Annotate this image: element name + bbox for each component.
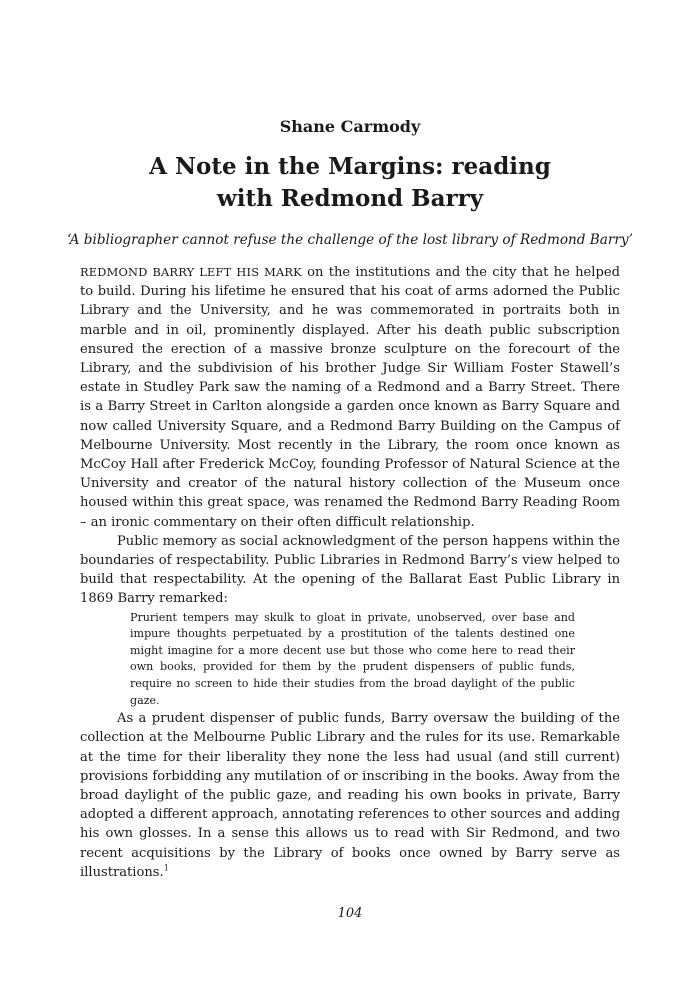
paragraph-3 [80,709,620,882]
title-line-2: with Redmond Barry [216,185,484,212]
paragraph-1 [80,263,620,532]
epigraph: ‘A bibliographer cannot refuse the challenge of the lost library of Redmond Barry’ [67,232,633,248]
page-number: 104 [337,906,363,921]
opening-small-caps: REDMOND BARRY LEFT HIS MARK [80,265,302,279]
paragraph-2: Public memory as social acknowledgment of the person happens within the boundaries of respectability. Public Libraries in Redmond Barry’s view helped to build that respectability. At the opening of the Ballarat East Public Library in 1869 Barry remarked: [80,533,620,607]
block-quote: Prurient tempers may skulk to gloat in private, unobserved, over base and impure thoughts perpetuated by a prostitution of the talents destined one might imagine for a more decent use but those who come here to read their own books, provided for them by the prudent dispensers of public funds, require no screen to hide their studies from the broad daylight of the public gaze. [130,610,575,707]
paragraph-3-text: As a prudent dispenser of public funds, Barry oversaw the building of the collection at the Melbourne Public Library and the rules for its use. Remarkable at the time for their liberality they none the less had usual (and still current) provisions forbidding any mutilation of or inscribing in the books. Away from the broad daylight of the public gaze, and reading his own books in private, Barry adopted a different approach, annotating references to other sources and adding his own glosses. In a sense this allows us to read with Sir Redmond, and two recent acquisitions by the Library of books once owned by Barry serve as illustrations. [80,711,620,880]
title-line-1: A Note in the Margins: reading [149,153,551,180]
article-title [0,151,700,215]
author-name: Shane Carmody [279,117,421,136]
article-body [80,263,620,882]
paragraph-1-text: on the institutions and the city that he helped to build. During his lifetime he ensured that his coat of arms adorned the Public Library and the University, and he was commemorated in portraits both in marble and in oil, prominently displayed. After his death public subscription ensured the erection of a massive bronze sculpture on the forecourt of the Library, and the subdivision of his brother Judge Sir William Foster Stawell’s estate in Studley Park saw the naming of a Redmond and a Barry Street. There is a Barry Street in Carlton alongside a garden once known as Barry Square and now called University Square, and a Redmond Barry Building on the Campus of Melbourne University. Most recently in the Library, the room once known as McCoy Hall after Frederick McCoy, founding Professor of Natural Science at the University and creator of the natural history collection of the Museum once housed within this great space, was renamed the Redmond Barry Reading Room – an ironic commentary on their often difficult relationship. [80,265,620,530]
footnote-marker[interactable]: 1 [163,863,169,873]
